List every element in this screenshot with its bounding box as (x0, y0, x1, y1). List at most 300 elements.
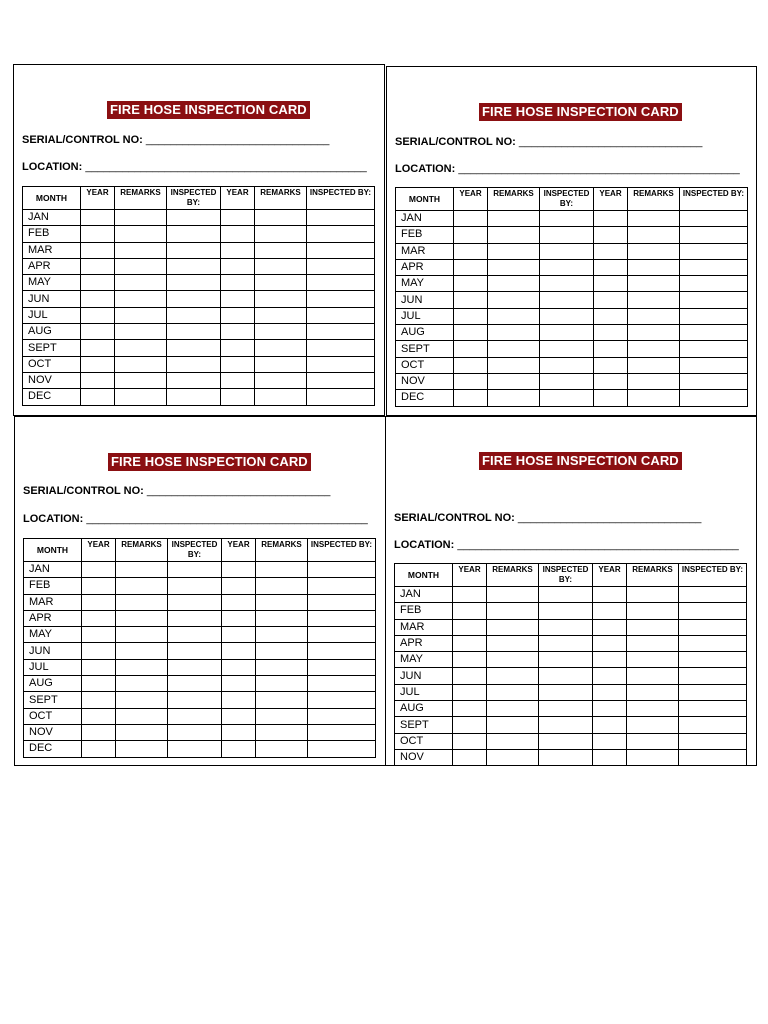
year-2-cell[interactable] (222, 724, 256, 740)
remarks-1-cell[interactable] (488, 292, 540, 308)
inspected-by-2-cell[interactable] (680, 259, 748, 275)
year-2-cell[interactable] (594, 259, 628, 275)
year-1-cell[interactable] (81, 389, 115, 405)
year-2-cell[interactable] (594, 341, 628, 357)
inspected-by-2-cell[interactable] (307, 210, 375, 226)
year-1-cell[interactable] (454, 227, 488, 243)
remarks-1-cell[interactable] (487, 717, 539, 733)
year-2-cell[interactable] (594, 390, 628, 406)
remarks-1-cell[interactable] (116, 643, 168, 659)
inspected-by-2-cell[interactable] (307, 356, 375, 372)
inspected-by-2-cell[interactable] (680, 292, 748, 308)
year-1-cell[interactable] (82, 741, 116, 757)
year-2-cell[interactable] (593, 603, 627, 619)
remarks-1-cell[interactable] (116, 594, 168, 610)
remarks-1-cell[interactable] (116, 627, 168, 643)
inspected-by-2-cell[interactable] (307, 242, 375, 258)
inspected-by-1-cell[interactable] (167, 307, 221, 323)
inspected-by-1-cell[interactable] (167, 226, 221, 242)
year-1-cell[interactable] (453, 749, 487, 765)
remarks-2-cell[interactable] (628, 211, 680, 227)
year-1-cell[interactable] (453, 635, 487, 651)
inspected-by-2-cell[interactable] (308, 627, 376, 643)
year-1-cell[interactable] (454, 308, 488, 324)
year-1-cell[interactable] (453, 733, 487, 749)
year-1-cell[interactable] (453, 668, 487, 684)
year-1-cell[interactable] (453, 701, 487, 717)
inspected-by-1-cell[interactable] (540, 357, 594, 373)
year-2-cell[interactable] (221, 258, 255, 274)
remarks-2-cell[interactable] (627, 701, 679, 717)
year-1-cell[interactable] (81, 258, 115, 274)
year-2-cell[interactable] (221, 372, 255, 388)
serial-control-blank[interactable]: ______________________________ (146, 485, 331, 497)
year-2-cell[interactable] (222, 708, 256, 724)
remarks-1-cell[interactable] (115, 307, 167, 323)
inspected-by-1-cell[interactable] (540, 292, 594, 308)
inspected-by-2-cell[interactable] (308, 594, 376, 610)
inspected-by-1-cell[interactable] (167, 275, 221, 291)
remarks-2-cell[interactable] (628, 243, 680, 259)
year-2-cell[interactable] (593, 635, 627, 651)
inspected-by-2-cell[interactable] (307, 307, 375, 323)
year-1-cell[interactable] (81, 242, 115, 258)
year-1-cell[interactable] (81, 210, 115, 226)
year-1-cell[interactable] (82, 643, 116, 659)
remarks-2-cell[interactable] (627, 717, 679, 733)
year-2-cell[interactable] (594, 357, 628, 373)
inspected-by-1-cell[interactable] (168, 659, 222, 675)
remarks-1-cell[interactable] (116, 659, 168, 675)
year-1-cell[interactable] (453, 684, 487, 700)
inspected-by-2-cell[interactable] (308, 676, 376, 692)
inspected-by-1-cell[interactable] (167, 210, 221, 226)
remarks-1-cell[interactable] (116, 708, 168, 724)
remarks-2-cell[interactable] (255, 389, 307, 405)
remarks-2-cell[interactable] (255, 275, 307, 291)
remarks-1-cell[interactable] (115, 356, 167, 372)
remarks-1-cell[interactable] (487, 619, 539, 635)
remarks-1-cell[interactable] (488, 211, 540, 227)
inspected-by-1-cell[interactable] (540, 390, 594, 406)
year-2-cell[interactable] (594, 243, 628, 259)
inspected-by-1-cell[interactable] (539, 717, 593, 733)
remarks-2-cell[interactable] (627, 733, 679, 749)
inspected-by-2-cell[interactable] (680, 243, 748, 259)
inspected-by-2-cell[interactable] (679, 587, 747, 603)
remarks-2-cell[interactable] (256, 594, 308, 610)
inspected-by-1-cell[interactable] (539, 684, 593, 700)
inspected-by-2-cell[interactable] (308, 610, 376, 626)
remarks-1-cell[interactable] (116, 562, 168, 578)
inspected-by-2-cell[interactable] (680, 211, 748, 227)
year-1-cell[interactable] (81, 291, 115, 307)
remarks-2-cell[interactable] (627, 603, 679, 619)
inspected-by-2-cell[interactable] (308, 643, 376, 659)
inspected-by-1-cell[interactable] (167, 340, 221, 356)
inspected-by-2-cell[interactable] (680, 341, 748, 357)
inspected-by-2-cell[interactable] (308, 708, 376, 724)
year-2-cell[interactable] (594, 211, 628, 227)
year-1-cell[interactable] (82, 659, 116, 675)
remarks-1-cell[interactable] (487, 603, 539, 619)
year-2-cell[interactable] (593, 733, 627, 749)
remarks-1-cell[interactable] (488, 243, 540, 259)
year-1-cell[interactable] (453, 717, 487, 733)
remarks-2-cell[interactable] (628, 227, 680, 243)
inspected-by-1-cell[interactable] (539, 701, 593, 717)
year-2-cell[interactable] (594, 325, 628, 341)
remarks-2-cell[interactable] (256, 627, 308, 643)
year-1-cell[interactable] (81, 356, 115, 372)
remarks-1-cell[interactable] (488, 373, 540, 389)
inspected-by-2-cell[interactable] (679, 749, 747, 765)
year-2-cell[interactable] (593, 717, 627, 733)
inspected-by-1-cell[interactable] (168, 724, 222, 740)
year-1-cell[interactable] (454, 357, 488, 373)
remarks-1-cell[interactable] (488, 276, 540, 292)
year-1-cell[interactable] (81, 226, 115, 242)
year-2-cell[interactable] (222, 610, 256, 626)
inspected-by-1-cell[interactable] (540, 341, 594, 357)
inspected-by-1-cell[interactable] (539, 749, 593, 765)
year-2-cell[interactable] (593, 587, 627, 603)
serial-control-blank[interactable]: ______________________________ (145, 134, 330, 146)
location-blank[interactable]: ______________________________________________ (85, 161, 367, 173)
remarks-1-cell[interactable] (488, 357, 540, 373)
inspected-by-2-cell[interactable] (307, 275, 375, 291)
inspected-by-1-cell[interactable] (167, 356, 221, 372)
inspected-by-1-cell[interactable] (539, 733, 593, 749)
year-2-cell[interactable] (222, 676, 256, 692)
inspected-by-2-cell[interactable] (679, 635, 747, 651)
inspected-by-2-cell[interactable] (679, 668, 747, 684)
inspection-card (13, 64, 385, 416)
remarks-2-cell[interactable] (255, 242, 307, 258)
year-1-cell[interactable] (82, 627, 116, 643)
year-2-cell[interactable] (221, 340, 255, 356)
table-row (24, 741, 376, 757)
remarks-2-cell[interactable] (628, 325, 680, 341)
inspected-by-1-cell[interactable] (167, 372, 221, 388)
remarks-2-cell[interactable] (628, 308, 680, 324)
table-row (395, 668, 747, 684)
serial-control-blank[interactable]: ______________________________ (517, 512, 702, 524)
remarks-2-cell[interactable] (256, 643, 308, 659)
inspected-by-2-cell[interactable] (679, 603, 747, 619)
remarks-1-cell[interactable] (487, 701, 539, 717)
year-1-cell[interactable] (82, 724, 116, 740)
year-1-cell[interactable] (81, 275, 115, 291)
inspected-by-1-cell[interactable] (168, 676, 222, 692)
remarks-2-cell[interactable] (255, 372, 307, 388)
remarks-1-cell[interactable] (115, 324, 167, 340)
year-1-cell[interactable] (454, 325, 488, 341)
remarks-1-cell[interactable] (487, 668, 539, 684)
remarks-2-cell[interactable] (627, 635, 679, 651)
remarks-1-cell[interactable] (487, 652, 539, 668)
inspected-by-2-cell[interactable] (680, 357, 748, 373)
year-1-cell[interactable] (82, 692, 116, 708)
remarks-2-cell[interactable] (255, 291, 307, 307)
inspected-by-2-cell[interactable] (308, 692, 376, 708)
year-2-cell[interactable] (594, 373, 628, 389)
year-1-cell[interactable] (454, 341, 488, 357)
remarks-1-cell[interactable] (115, 291, 167, 307)
remarks-2-cell[interactable] (628, 259, 680, 275)
inspected-by-1-cell[interactable] (540, 243, 594, 259)
inspected-by-1-cell[interactable] (167, 389, 221, 405)
year-2-cell[interactable] (221, 307, 255, 323)
remarks-1-cell[interactable] (488, 259, 540, 275)
card-title: FIRE HOSE INSPECTION CARD (479, 103, 682, 121)
remarks-2-cell[interactable] (627, 749, 679, 765)
remarks-2-cell[interactable] (256, 659, 308, 675)
serial-control-blank[interactable]: ______________________________ (518, 136, 703, 148)
remarks-1-cell[interactable] (115, 389, 167, 405)
remarks-2-cell[interactable] (255, 226, 307, 242)
serial-control-field (23, 484, 330, 498)
inspected-by-1-cell[interactable] (167, 258, 221, 274)
remarks-1-cell[interactable] (488, 325, 540, 341)
inspected-by-1-cell[interactable] (168, 594, 222, 610)
inspected-by-1-cell[interactable] (539, 619, 593, 635)
year-2-cell[interactable] (594, 227, 628, 243)
remarks-2-cell[interactable] (255, 210, 307, 226)
remarks-1-cell[interactable] (115, 340, 167, 356)
inspected-by-2-cell[interactable] (680, 373, 748, 389)
table-row (396, 325, 748, 341)
inspected-by-2-cell[interactable] (679, 733, 747, 749)
remarks-2-cell[interactable] (627, 668, 679, 684)
year-2-cell[interactable] (221, 291, 255, 307)
inspected-by-2-cell[interactable] (679, 717, 747, 733)
year-2-cell[interactable] (221, 356, 255, 372)
remarks-2-cell[interactable] (255, 340, 307, 356)
inspected-by-2-cell[interactable] (308, 741, 376, 757)
remarks-2-cell[interactable] (255, 258, 307, 274)
year-2-cell[interactable] (221, 324, 255, 340)
year-1-cell[interactable] (82, 610, 116, 626)
remarks-2-cell[interactable] (256, 741, 308, 757)
inspected-by-1-cell[interactable] (540, 373, 594, 389)
remarks-1-cell[interactable] (487, 733, 539, 749)
year-2-cell[interactable] (593, 652, 627, 668)
year-1-cell[interactable] (454, 243, 488, 259)
year-1-cell[interactable] (81, 324, 115, 340)
remarks-1-cell[interactable] (115, 226, 167, 242)
year-2-cell[interactable] (593, 749, 627, 765)
remarks-1-cell[interactable] (116, 676, 168, 692)
remarks-1-cell[interactable] (116, 578, 168, 594)
inspected-by-1-cell[interactable] (539, 668, 593, 684)
inspected-by-1-cell[interactable] (540, 211, 594, 227)
year-2-cell[interactable] (221, 210, 255, 226)
year-1-cell[interactable] (81, 372, 115, 388)
inspected-by-1-cell[interactable] (168, 578, 222, 594)
inspected-by-2-cell[interactable] (307, 291, 375, 307)
remarks-1-cell[interactable] (487, 684, 539, 700)
year-2-cell[interactable] (222, 578, 256, 594)
inspected-by-2-cell[interactable] (307, 389, 375, 405)
inspected-by-2-cell[interactable] (680, 276, 748, 292)
remarks-1-cell[interactable] (487, 749, 539, 765)
year-1-cell[interactable] (81, 307, 115, 323)
remarks-2-cell[interactable] (256, 676, 308, 692)
year-1-cell[interactable] (82, 594, 116, 610)
month-cell: OCT (24, 708, 82, 724)
remarks-1-cell[interactable] (115, 372, 167, 388)
year-2-cell[interactable] (593, 619, 627, 635)
inspected-by-2-cell[interactable] (308, 724, 376, 740)
remarks-1-cell[interactable] (115, 210, 167, 226)
year-1-cell[interactable] (454, 373, 488, 389)
remarks-1-cell[interactable] (487, 587, 539, 603)
year-2-cell[interactable] (222, 594, 256, 610)
year-1-cell[interactable] (453, 652, 487, 668)
inspected-by-2-cell[interactable] (680, 325, 748, 341)
year-1-cell[interactable] (82, 562, 116, 578)
year-1-cell[interactable] (454, 276, 488, 292)
year-2-cell[interactable] (221, 389, 255, 405)
year-2-cell[interactable] (594, 308, 628, 324)
remarks-2-cell[interactable] (628, 292, 680, 308)
remarks-2-cell[interactable] (256, 708, 308, 724)
remarks-1-cell[interactable] (488, 390, 540, 406)
inspected-by-1-cell[interactable] (167, 324, 221, 340)
year-1-cell[interactable] (82, 676, 116, 692)
year-1-cell[interactable] (82, 578, 116, 594)
remarks-2-cell[interactable] (256, 692, 308, 708)
year-1-cell[interactable] (453, 603, 487, 619)
year-2-cell[interactable] (222, 741, 256, 757)
remarks-2-cell[interactable] (255, 324, 307, 340)
remarks-1-cell[interactable] (488, 341, 540, 357)
remarks-1-cell[interactable] (116, 692, 168, 708)
year-2-cell[interactable] (222, 659, 256, 675)
inspected-by-1-cell[interactable] (168, 643, 222, 659)
remarks-1-cell[interactable] (116, 610, 168, 626)
year-2-cell[interactable] (221, 226, 255, 242)
remarks-1-cell[interactable] (115, 275, 167, 291)
remarks-2-cell[interactable] (628, 373, 680, 389)
remarks-2-cell[interactable] (256, 578, 308, 594)
inspected-by-1-cell[interactable] (168, 708, 222, 724)
year-2-cell[interactable] (222, 562, 256, 578)
inspected-by-2-cell[interactable] (680, 227, 748, 243)
remarks-2-cell[interactable] (628, 357, 680, 373)
year-2-cell[interactable] (221, 275, 255, 291)
remarks-1-cell[interactable] (116, 724, 168, 740)
year-1-cell[interactable] (81, 340, 115, 356)
year-2-cell[interactable] (593, 684, 627, 700)
inspected-by-1-cell[interactable] (539, 587, 593, 603)
remarks-2-cell[interactable] (255, 356, 307, 372)
inspected-by-1-cell[interactable] (539, 635, 593, 651)
month-cell: JUN (396, 292, 454, 308)
inspected-by-2-cell[interactable] (308, 562, 376, 578)
remarks-1-cell[interactable] (488, 308, 540, 324)
inspected-by-1-cell[interactable] (540, 227, 594, 243)
inspected-by-2-cell[interactable] (307, 340, 375, 356)
remarks-2-cell[interactable] (628, 341, 680, 357)
year-1-cell[interactable] (454, 292, 488, 308)
inspected-by-1-cell[interactable] (540, 276, 594, 292)
year-1-cell[interactable] (453, 587, 487, 603)
remarks-2-cell[interactable] (256, 610, 308, 626)
inspected-by-1-cell[interactable] (540, 308, 594, 324)
inspected-by-2-cell[interactable] (307, 258, 375, 274)
year-2-cell[interactable] (594, 276, 628, 292)
inspected-by-1-cell[interactable] (168, 741, 222, 757)
remarks-2-cell[interactable] (256, 724, 308, 740)
year-2-cell[interactable] (593, 668, 627, 684)
year-1-cell[interactable] (454, 259, 488, 275)
inspected-by-2-cell[interactable] (680, 390, 748, 406)
inspected-by-1-cell[interactable] (539, 603, 593, 619)
inspected-by-2-cell[interactable] (680, 308, 748, 324)
remarks-2-cell[interactable] (255, 307, 307, 323)
inspected-by-2-cell[interactable] (679, 701, 747, 717)
inspected-by-2-cell[interactable] (679, 619, 747, 635)
remarks-2-cell[interactable] (627, 619, 679, 635)
year-1-cell[interactable] (82, 708, 116, 724)
inspected-by-1-cell[interactable] (540, 325, 594, 341)
remarks-2-cell[interactable] (628, 276, 680, 292)
inspected-by-1-cell[interactable] (168, 692, 222, 708)
inspected-by-1-cell[interactable] (168, 627, 222, 643)
remarks-2-cell[interactable] (627, 684, 679, 700)
year-2-cell[interactable] (221, 242, 255, 258)
inspected-by-2-cell[interactable] (679, 652, 747, 668)
remarks-2-cell[interactable] (628, 390, 680, 406)
remarks-1-cell[interactable] (488, 227, 540, 243)
inspected-by-1-cell[interactable] (539, 652, 593, 668)
inspected-by-2-cell[interactable] (308, 659, 376, 675)
year-2-cell[interactable] (593, 701, 627, 717)
year-1-cell[interactable] (454, 211, 488, 227)
inspected-by-2-cell[interactable] (307, 226, 375, 242)
location-blank[interactable]: ______________________________________________ (86, 513, 368, 525)
inspected-by-1-cell[interactable] (540, 259, 594, 275)
inspected-by-1-cell[interactable] (168, 610, 222, 626)
inspected-by-1-cell[interactable] (167, 242, 221, 258)
inspected-by-2-cell[interactable] (307, 372, 375, 388)
location-blank[interactable]: ______________________________________________ (457, 539, 739, 551)
year-1-cell[interactable] (453, 619, 487, 635)
inspected-by-1-cell[interactable] (167, 291, 221, 307)
remarks-2-cell[interactable] (627, 652, 679, 668)
inspected-by-2-cell[interactable] (308, 578, 376, 594)
year-1-cell[interactable] (454, 390, 488, 406)
year-2-cell[interactable] (222, 643, 256, 659)
location-blank[interactable]: ______________________________________________ (458, 163, 740, 175)
remarks-1-cell[interactable] (115, 242, 167, 258)
remarks-2-cell[interactable] (256, 562, 308, 578)
remarks-1-cell[interactable] (115, 258, 167, 274)
inspection-table (22, 186, 375, 406)
inspected-by-2-cell[interactable] (307, 324, 375, 340)
remarks-2-cell[interactable] (627, 587, 679, 603)
remarks-1-cell[interactable] (116, 741, 168, 757)
remarks-1-cell[interactable] (487, 635, 539, 651)
year-2-cell[interactable] (222, 627, 256, 643)
year-2-cell[interactable] (594, 292, 628, 308)
month-cell: JUN (24, 643, 82, 659)
inspected-by-2-cell[interactable] (679, 684, 747, 700)
inspected-by-1-cell[interactable] (168, 562, 222, 578)
year-2-cell[interactable] (222, 692, 256, 708)
